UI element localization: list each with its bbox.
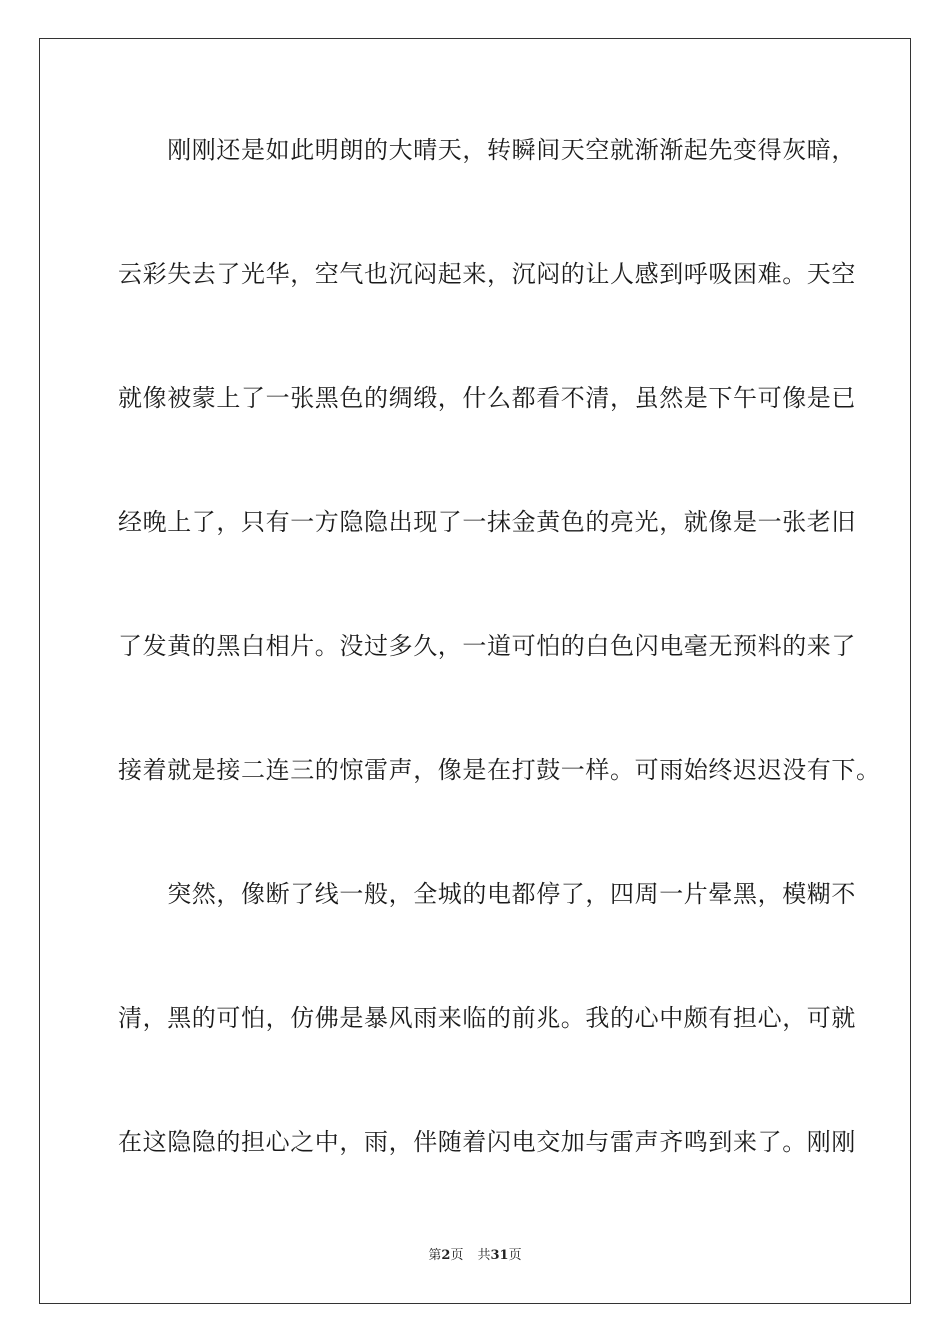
paragraph-line: 经晚上了，只有一方隐隐出现了一抹金黄色的亮光，就像是一张老旧 bbox=[118, 508, 856, 536]
page-border bbox=[39, 38, 911, 1304]
paragraph-line: 突然，像断了线一般，全城的电都停了，四周一片晕黑，模糊不 bbox=[118, 880, 856, 908]
total-prefix: 共 bbox=[477, 1248, 491, 1263]
paragraph-line: 接着就是接二连三的惊雷声，像是在打鼓一样。可雨始终迟迟没有下。 bbox=[118, 756, 881, 784]
page-footer bbox=[0, 1247, 950, 1265]
page-prefix: 第 bbox=[428, 1248, 442, 1263]
paragraph-line: 云彩失去了光华，空气也沉闷起来，沉闷的让人感到呼吸困难。天空 bbox=[118, 260, 856, 288]
page-number: 2 bbox=[441, 1248, 451, 1263]
paragraph-line: 刚刚还是如此明朗的大晴天，转瞬间天空就渐渐起先变得灰暗， bbox=[118, 136, 856, 164]
page-suffix: 页 bbox=[450, 1248, 464, 1263]
paragraph-line: 了发黄的黑白相片。没过多久，一道可怕的白色闪电毫无预料的来了 bbox=[118, 632, 856, 660]
paragraph-line: 在这隐隐的担心之中，雨，伴随着闪电交加与雷声齐鸣到来了。刚刚 bbox=[118, 1128, 856, 1156]
paragraph-line: 清，黑的可怕，仿佛是暴风雨来临的前兆。我的心中颇有担心，可就 bbox=[118, 1004, 856, 1032]
total-pages: 31 bbox=[490, 1248, 509, 1263]
paragraph-line: 就像被蒙上了一张黑色的绸缎，什么都看不清，虽然是下午可像是已 bbox=[118, 384, 856, 412]
total-suffix: 页 bbox=[508, 1248, 522, 1263]
